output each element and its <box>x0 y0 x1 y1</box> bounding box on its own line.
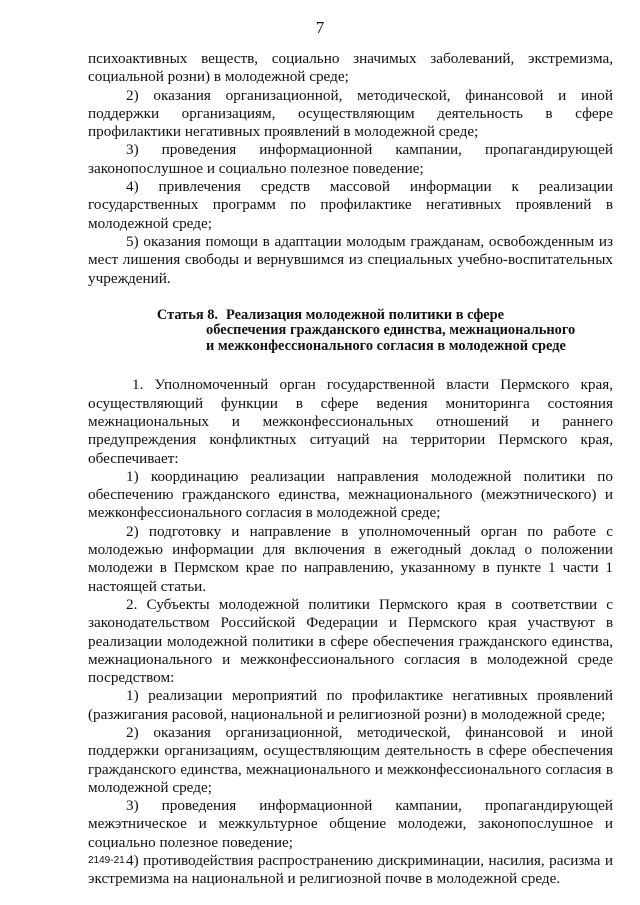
article-heading <box>88 308 613 355</box>
paragraph: 2) оказания организационной, методической, финансовой и иной поддержки организациям, осуществляющим деятельность в сфере обеспечения гражданского единства, межнационального и межконфессионального согласия в молодежной среде; <box>88 724 613 796</box>
paragraph: 1. Уполномоченный орган государственной власти Пермского края, осуществляющий функции в сфере ведения мониторинга состояния межнациональных и межконфессиональных отношений и раннего предупреждения конфликтных ситуаций на территории Пермского края, обеспечивает: <box>88 376 613 467</box>
page-number: 7 <box>315 18 325 37</box>
paragraph: 4) привлечения средств массовой информации к реализации государственных программ по профилактике негативных проявлений в молодежной среде; <box>88 178 613 232</box>
paragraph: 3) проведения информационной кампании, пропагандирующей законопослушное и социально полезное поведение; <box>88 141 613 177</box>
article-title-line: и межконфессионального согласия в молодежной среде <box>206 337 566 354</box>
paragraph: 2) подготовку и направление в уполномоченный орган по работе с молодежью информации для включения в ежегодный доклад о положении молодежи в Пермском крае по направлению, указанному в пункте 1 части 1 настоящей статьи. <box>88 522 613 595</box>
paragraph: 4) противодействия распространению дискриминации, насилия, расизма и экстремизма на национальной и религиозной почве в молодежной среде. <box>88 852 613 888</box>
paragraph: 3) проведения информационной кампании, пропагандирующей межэтническое и межкультурное общение молодежи, законопослушное и социально полезное поведение; <box>88 797 613 851</box>
paragraph: 2) оказания организационной, методической, финансовой и иной поддержки организациям, осуществляющим деятельность в сфере профилактики негативных проявлений в молодежной среде; <box>88 86 613 141</box>
article-title-line: обеспечения гражданского единства, межнационального <box>206 322 576 339</box>
paragraph: психоактивных веществ, социально значимых заболеваний, экстремизма, социальной розни) в молодежной среде; <box>88 50 613 86</box>
paragraph: 1) реализации мероприятий по профилактике негативных проявлений (разжигания расовой, национальной и религиозной розни) в молодежной среде; <box>88 687 613 723</box>
paragraph: 1) координацию реализации направления молодежной политики по обеспечению гражданского единства, межнационального (межэтнического) и межконфессионального согласия в молодежной среде; <box>88 467 613 522</box>
paragraph: 5) оказания помощи в адаптации молодым гражданам, освобожденным из мест лишения свободы и вернувшимся из специальных учебно-воспитательных учреждений. <box>88 232 613 287</box>
document-body <box>88 50 613 889</box>
document-code: 2149-21 <box>88 855 125 866</box>
article-label: Статья 8. <box>156 306 218 323</box>
paragraph: 2. Субъекты молодежной политики Пермского края в соответствии с законодательством Российской Федерации и Пермского края участвуют в реализации молодежной политики в сфере обеспечения гражданского единства, межнационального и межконфессионального согласия в молодежной среде посредством: <box>88 595 613 687</box>
article-title-line: Реализация молодежной политики в сфере <box>226 306 505 323</box>
